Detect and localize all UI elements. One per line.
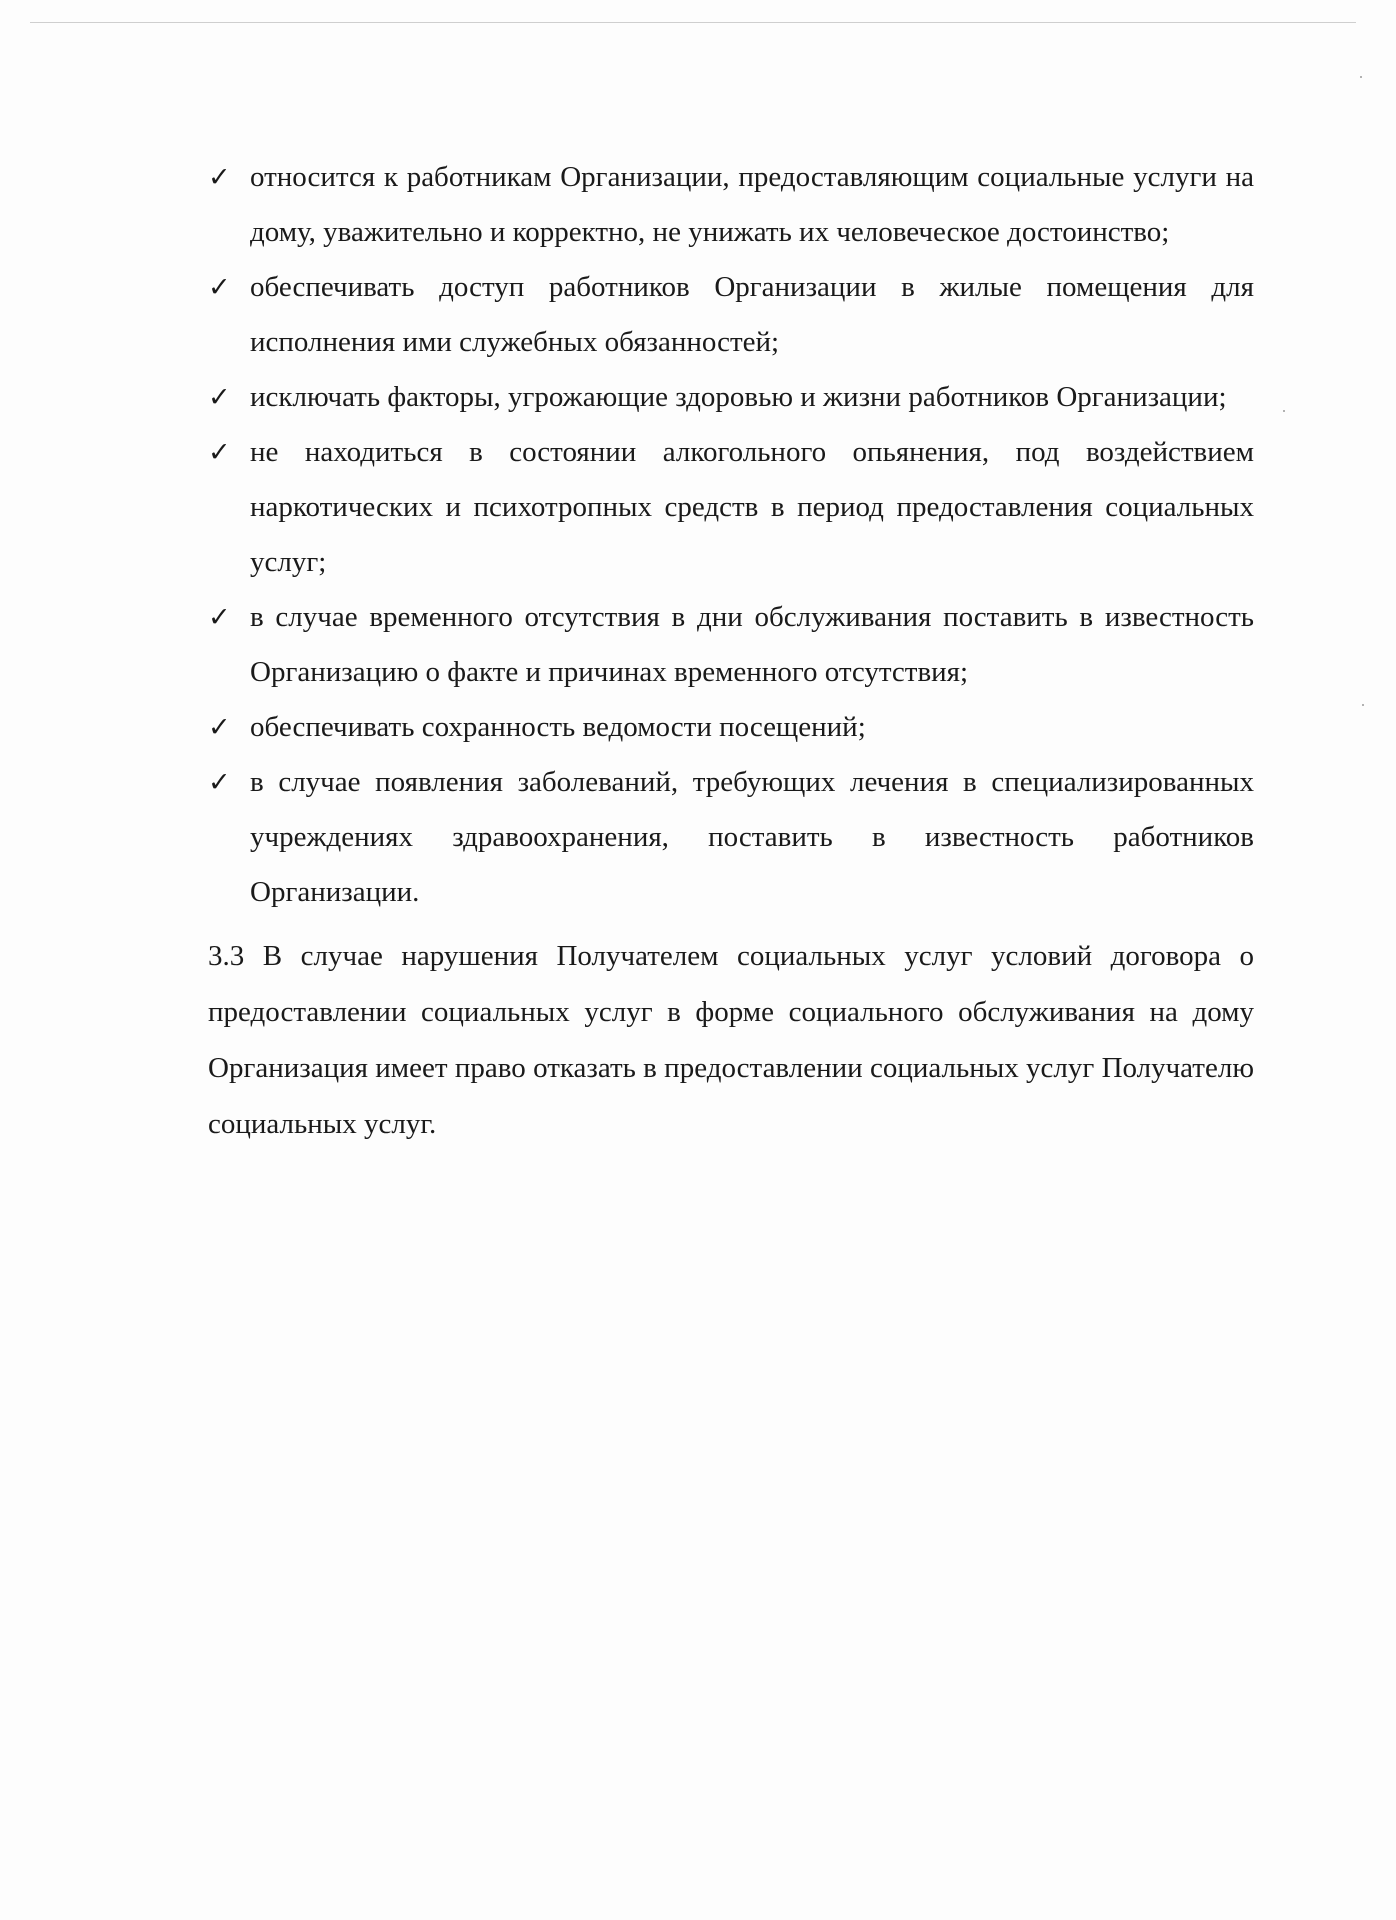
- list-item: [208, 590, 1254, 700]
- list-item: [208, 150, 1254, 260]
- scan-speck: [1360, 76, 1362, 78]
- list-item-text: относится к работникам Организации, предоставляющим социальные услуги на дому, уважительно и корректно, не унижать их человеческое достоинство;: [250, 161, 1254, 248]
- list-item: [208, 370, 1254, 425]
- list-item-text: обеспечивать доступ работников Организации в жилые помещения для исполнения ими служебных обязанностей;: [250, 271, 1254, 358]
- scan-edge-line: [30, 22, 1356, 23]
- checkmark-icon: ✓: [208, 162, 231, 193]
- scan-speck: [1362, 704, 1364, 706]
- list-item: [208, 700, 1254, 755]
- list-item-text: не находиться в состоянии алкогольного опьянения, под воздействием наркотических и психотропных средств в период предоставления социальных услуг;: [250, 436, 1254, 578]
- list-item-text: исключать факторы, угрожающие здоровью и жизни работников Организации;: [250, 381, 1227, 413]
- checkmark-icon: ✓: [208, 382, 231, 413]
- checkmark-icon: ✓: [208, 602, 231, 633]
- list-item: [208, 755, 1254, 920]
- document-body: [208, 150, 1254, 1152]
- list-item-text: в случае появления заболеваний, требующих лечения в специализированных учреждениях здравоохранения, поставить в известность работников Организации.: [250, 766, 1254, 908]
- obligations-list: [208, 150, 1254, 920]
- list-item: [208, 425, 1254, 590]
- clause-3-3-paragraph: 3.3 В случае нарушения Получателем социальных услуг условий договора о предоставлении социальных услуг в форме социального обслуживания на дому Организация имеет право отказать в предоставлении социальных услуг Получателю социальных услуг.: [208, 940, 1254, 1140]
- scan-speck: [1283, 410, 1285, 412]
- checkmark-icon: ✓: [208, 272, 231, 303]
- list-item: [208, 260, 1254, 370]
- list-item-text: обеспечивать сохранность ведомости посещений;: [250, 711, 866, 743]
- checkmark-icon: ✓: [208, 437, 231, 468]
- list-item-text: в случае временного отсутствия в дни обслуживания поставить в известность Организацию о факте и причинах временного отсутствия;: [250, 601, 1254, 688]
- checkmark-icon: ✓: [208, 767, 231, 798]
- checkmark-icon: ✓: [208, 712, 231, 743]
